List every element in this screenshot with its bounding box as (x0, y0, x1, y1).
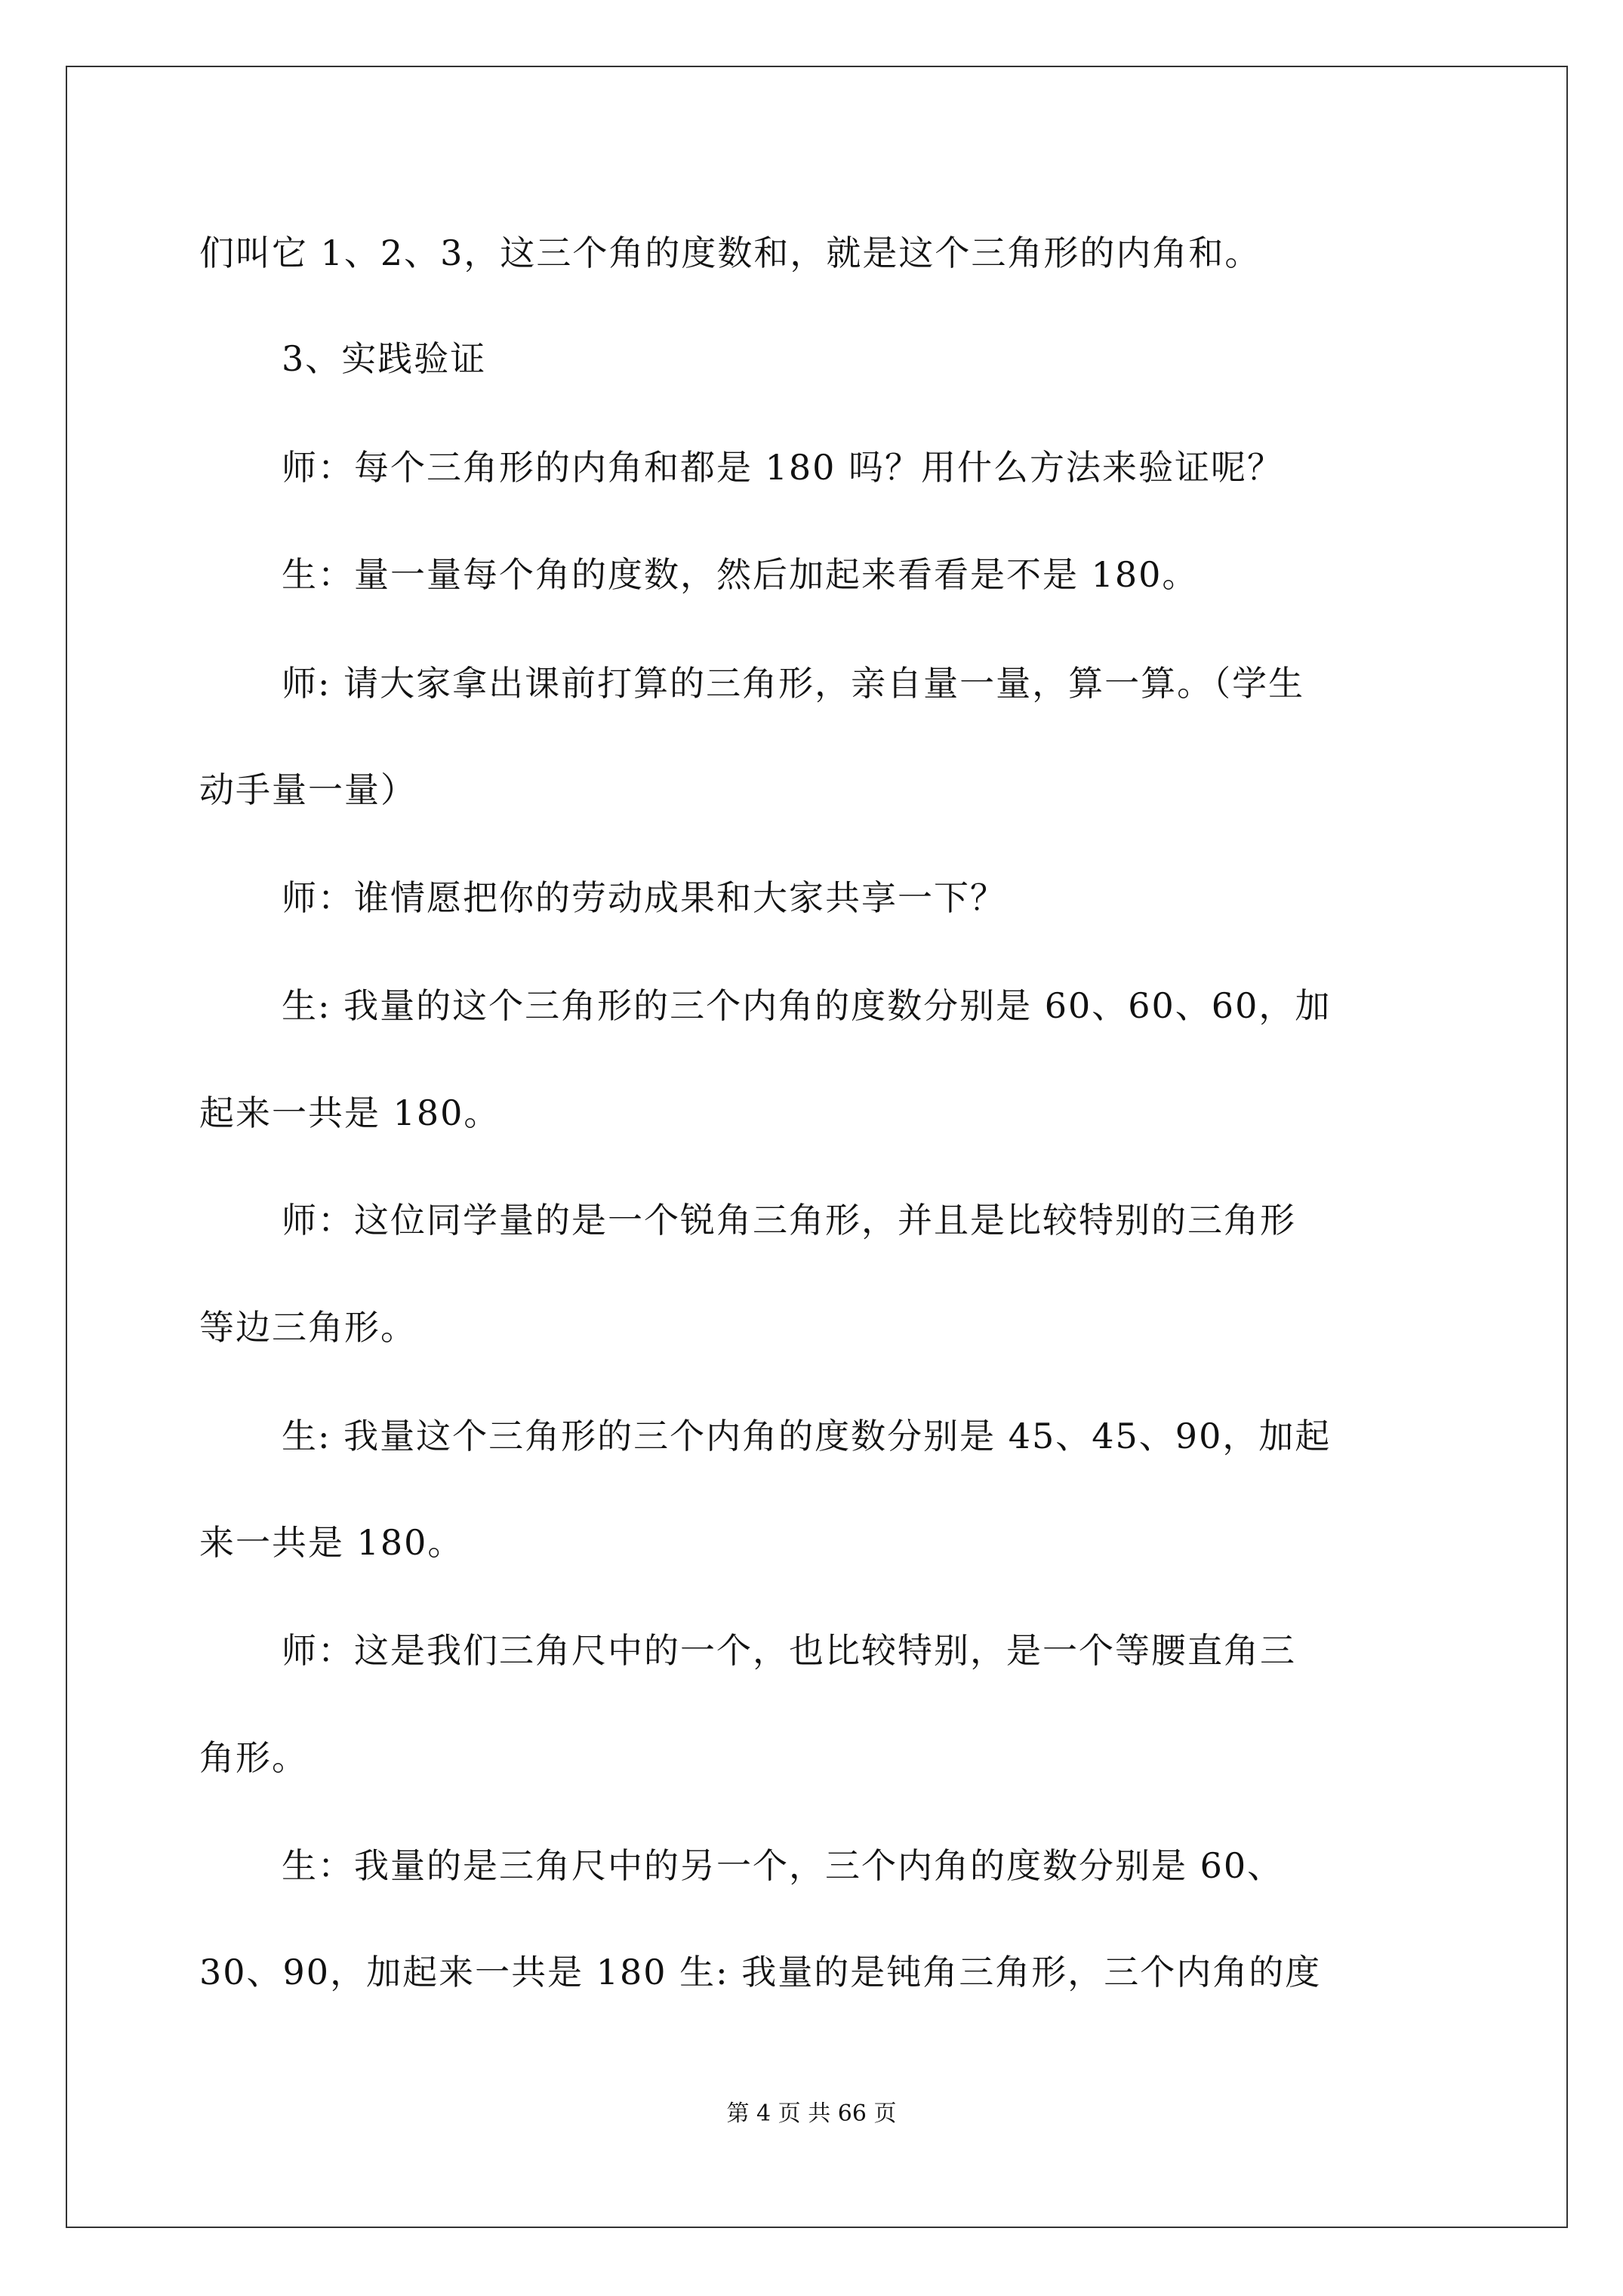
text-line: 来一共是 180。 (199, 1522, 464, 1563)
text-line: 们叫它 1、2、3，这三个角的度数和，就是这个三角形的内角和。 (199, 233, 1261, 273)
text-line: 师: 请大家拿出课前打算的三角形，亲自量一量，算一算。（学生 (282, 663, 1305, 704)
text-line: 30、90，加起来一共是 180 生: 我量的是钝角三角形，三个内角的度 (199, 1952, 1322, 1992)
page-frame (66, 66, 1568, 2228)
text-line: 师：每个三角形的内角和都是 180 吗？用什么方法来验证呢？ (282, 447, 1284, 488)
page-number-footer: 第 4 页 共 66 页 (726, 2100, 897, 2127)
text-line: 起来一共是 180。 (199, 1093, 500, 1133)
text-line: 角形。 (199, 1737, 308, 1778)
text-line: 生: 我量的这个三角形的三个内角的度数分别是 60、60、60，加 (282, 985, 1332, 1026)
section-heading: 3、实践验证 (282, 338, 487, 379)
text-line: 等边三角形。 (199, 1307, 417, 1348)
text-line: 生：我量的是三角尺中的另一个，三个内角的度数分别是 60、 (282, 1845, 1284, 1886)
text-line: 生: 我量这个三角形的三个内角的度数分别是 45、45、90，加起 (282, 1416, 1332, 1456)
text-line: 师：这是我们三角尺中的一个，也比较特别，是一个等腰直角三 (282, 1630, 1296, 1671)
text-line: 动手量一量） (199, 769, 417, 810)
text-line: 生：量一量每个角的度数，然后加起来看看是不是 180。 (282, 554, 1199, 595)
text-line: 师：这位同学量的是一个锐角三角形，并且是比较特别的三角形 (282, 1200, 1296, 1240)
text-line: 师：谁情愿把你的劳动成果和大家共享一下？ (282, 877, 1006, 918)
